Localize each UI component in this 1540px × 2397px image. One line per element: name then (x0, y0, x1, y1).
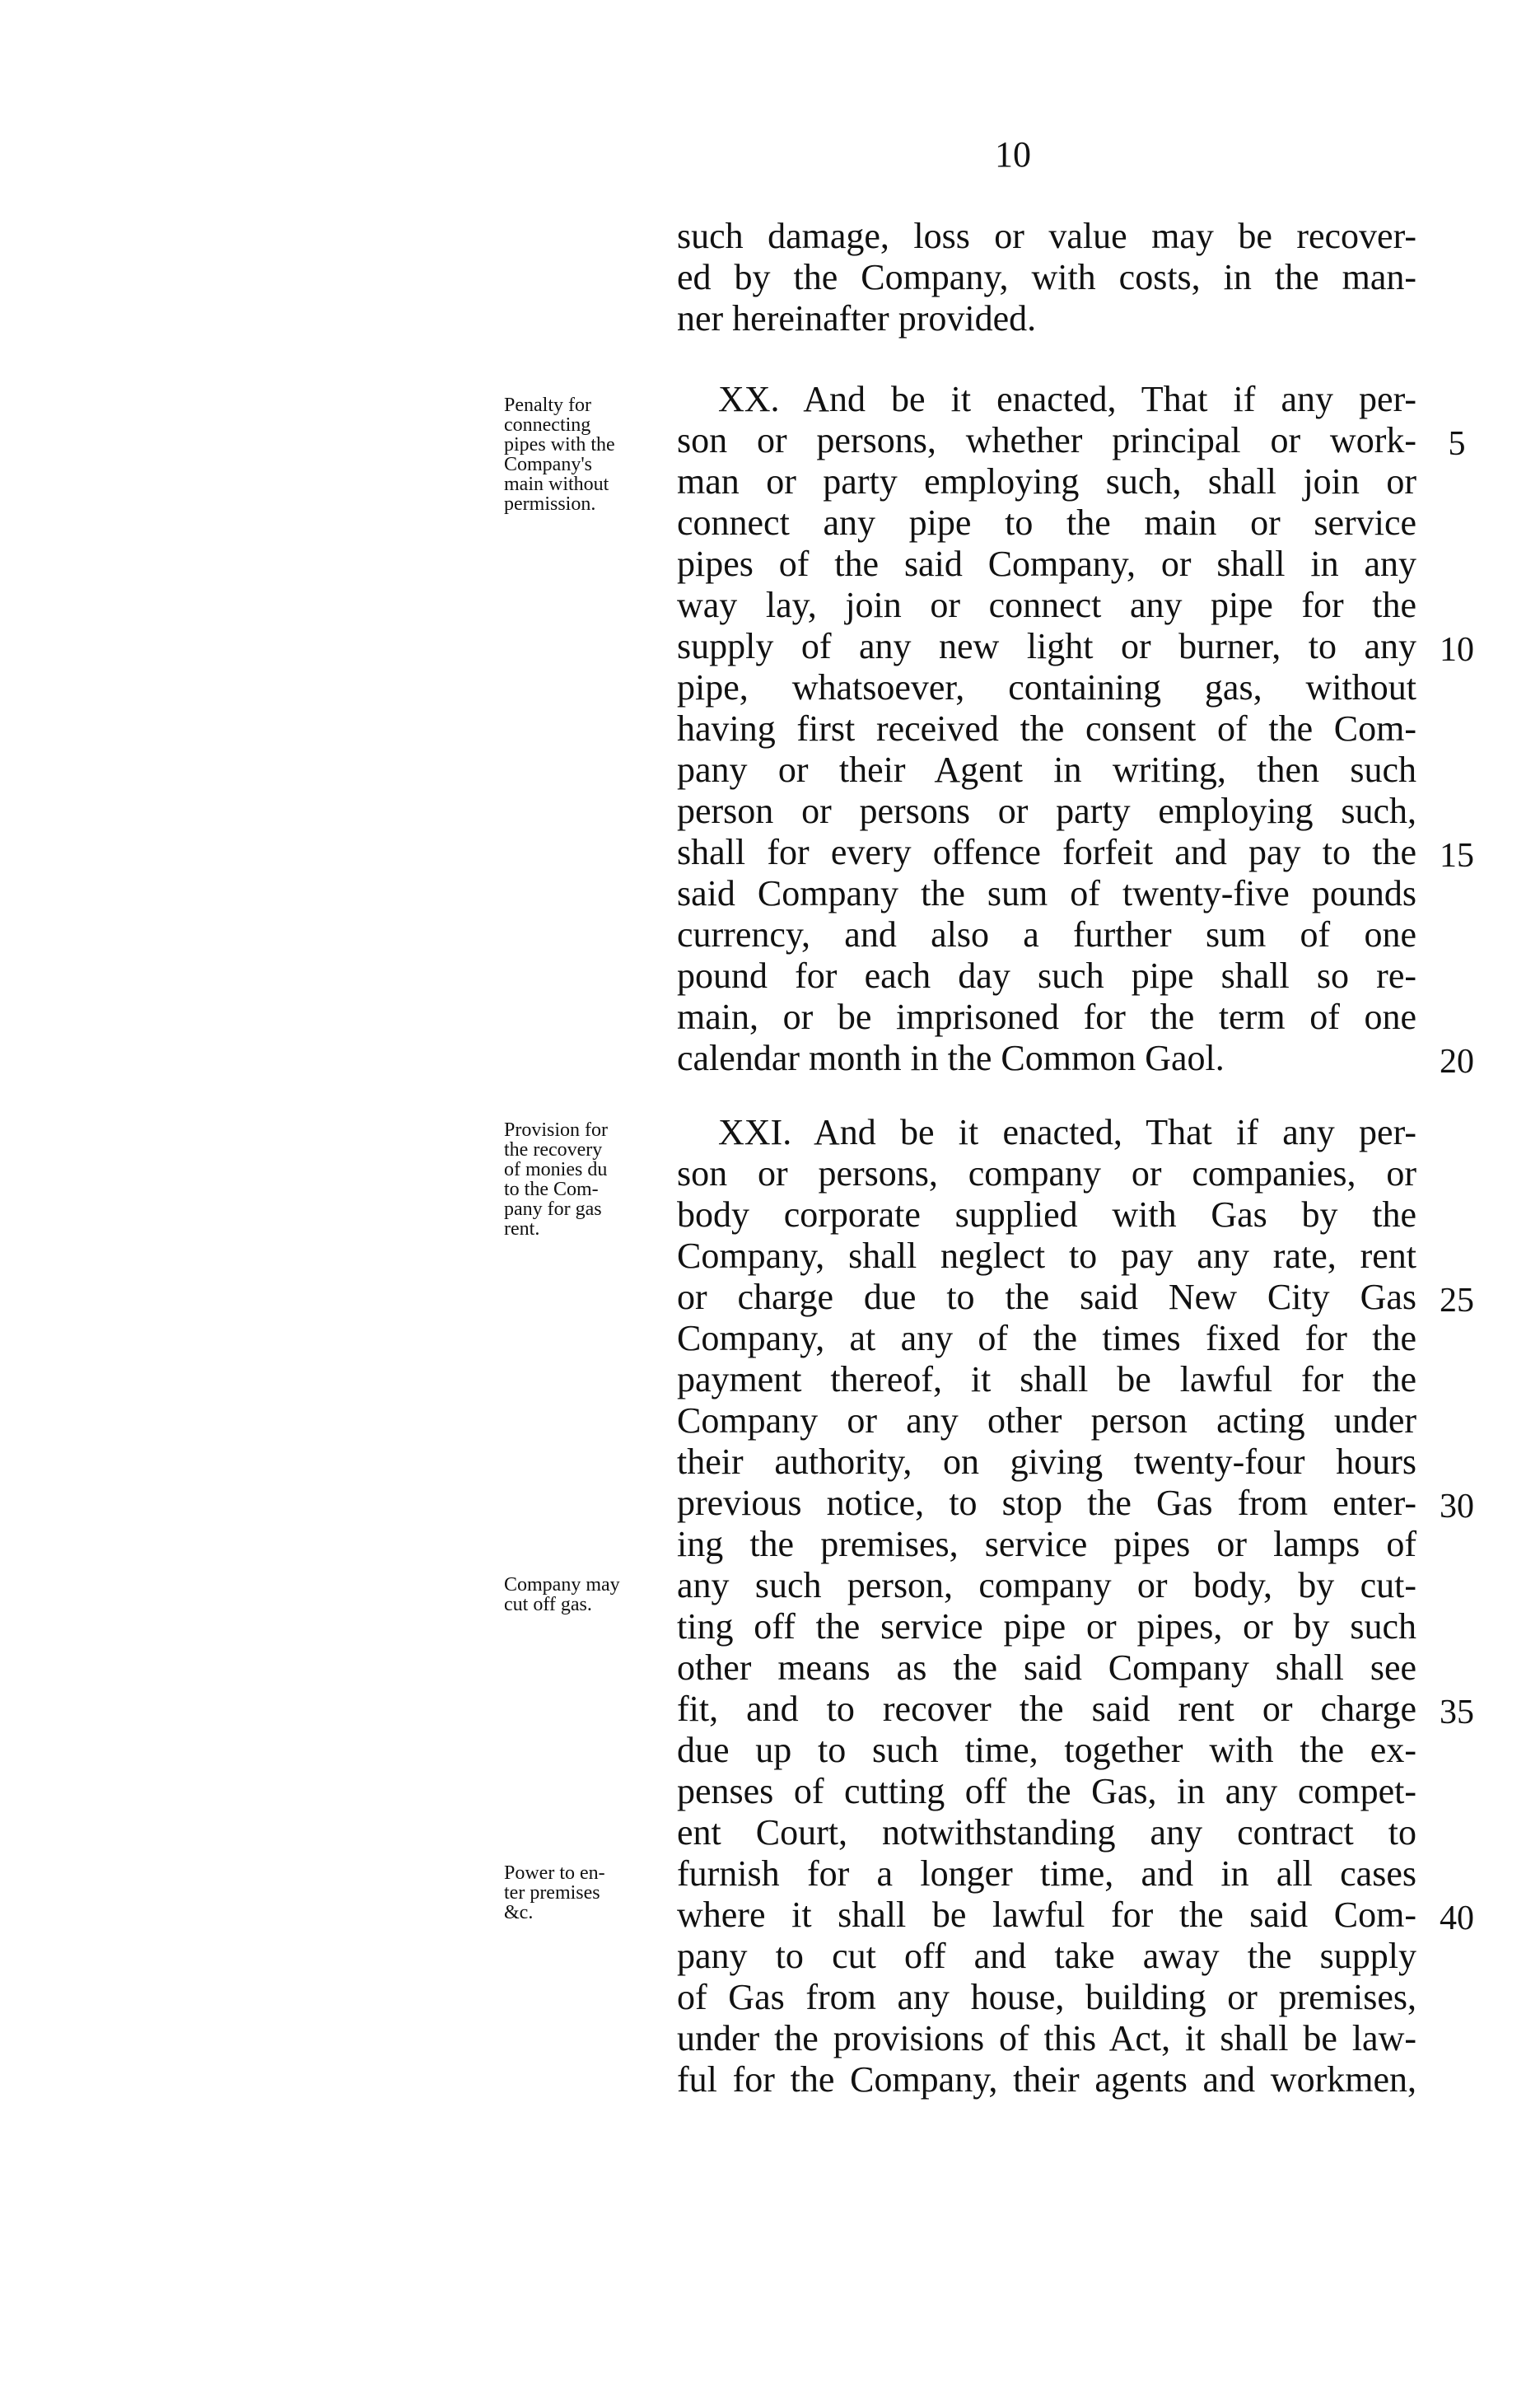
text-line: way lay, join or connect any pipe for the (677, 585, 1416, 625)
text-line: any such person, company or body, by cut- (677, 1565, 1416, 1605)
line-number: 40 (1440, 1899, 1474, 1937)
text-line: currency, and also a further sum of one (677, 914, 1416, 955)
text-line: ner hereinafter provided. (677, 298, 1037, 339)
line-number: 5 (1448, 425, 1466, 463)
text-line: where it shall be lawful for the said Com- (677, 1895, 1416, 1935)
text-line: such damage, loss or value may be recover- (677, 216, 1416, 256)
text-line: of Gas from any house, building or premises, (677, 1977, 1416, 2017)
margin-note-power: Power to en- ter premises &c. (504, 1862, 605, 1923)
text-line: furnish for a longer time, and in all cases (677, 1853, 1416, 1894)
text-line: Company, at any of the times fixed for the (677, 1318, 1416, 1358)
margin-note-penalty: Penalty for connecting pipes with the Company's main without permission. (504, 395, 615, 515)
text-line: pipe, whatsoever, containing gas, without (677, 667, 1416, 708)
line-number: 15 (1440, 837, 1474, 875)
text-line: said Company the sum of twenty-five pounds (677, 873, 1416, 913)
text-line: pipes of the said Company, or shall in any (677, 544, 1416, 584)
text-line: ing the premises, service pipes or lamps of (677, 1524, 1416, 1564)
text-line: ting off the service pipe or pipes, or by such (677, 1606, 1416, 1647)
text-line: shall for every offence forfeit and pay to the (677, 832, 1416, 872)
text-line: under the provisions of this Act, it shall be law- (677, 2018, 1416, 2058)
text-line: their authority, on giving twenty-four hours (677, 1441, 1416, 1482)
page-number: 10 (995, 134, 1031, 175)
section-heading-line: XXI. And be it enacted, That if any per- (718, 1112, 1416, 1152)
line-number: 10 (1440, 631, 1474, 669)
text-line: son or persons, company or companies, or (677, 1153, 1416, 1194)
text-line: having first received the consent of the Com- (677, 708, 1416, 749)
text-line: supply of any new light or burner, to any (677, 626, 1416, 666)
section-heading-line: XX. And be it enacted, That if any per- (718, 379, 1416, 419)
margin-note-provision: Provision for the recovery of monies du to the Com- pany for gas rent. (504, 1119, 608, 1240)
text-line: or charge due to the said New City Gas (677, 1277, 1416, 1317)
text-line: due up to such time, together with the ex- (677, 1730, 1416, 1770)
text-line: calendar month in the Common Gaol. (677, 1038, 1225, 1078)
text-line: Company or any other person acting under (677, 1400, 1416, 1441)
text-line: penses of cutting off the Gas, in any compet- (677, 1771, 1416, 1811)
text-line: pany or their Agent in writing, then such (677, 750, 1416, 790)
text-line: person or persons or party employing such, (677, 791, 1416, 831)
text-line: fit, and to recover the said rent or charge (677, 1689, 1416, 1729)
text-line: ent Court, notwithstanding any contract to (677, 1812, 1416, 1853)
text-line: ful for the Company, their agents and workmen, (677, 2059, 1416, 2100)
line-number: 35 (1440, 1694, 1474, 1731)
text-line: ed by the Company, with costs, in the man- (677, 257, 1416, 297)
text-line: pound for each day such pipe shall so re- (677, 956, 1416, 996)
line-number: 20 (1440, 1043, 1474, 1081)
text-line: previous notice, to stop the Gas from enter- (677, 1483, 1416, 1523)
text-line: son or persons, whether principal or work- (677, 420, 1416, 460)
text-line: payment thereof, it shall be lawful for the (677, 1359, 1416, 1399)
margin-note-cut-off: Company may cut off gas. (504, 1574, 620, 1615)
text-line: pany to cut off and take away the supply (677, 1936, 1416, 1976)
line-number: 25 (1440, 1282, 1474, 1320)
text-line: body corporate supplied with Gas by the (677, 1194, 1416, 1235)
text-line: main, or be imprisoned for the term of one (677, 997, 1416, 1037)
text-line: connect any pipe to the main or service (677, 502, 1416, 543)
line-number: 30 (1440, 1488, 1474, 1526)
text-line: other means as the said Company shall see (677, 1647, 1416, 1688)
text-line: Company, shall neglect to pay any rate, rent (677, 1236, 1416, 1276)
text-line: man or party employing such, shall join or (677, 461, 1416, 502)
